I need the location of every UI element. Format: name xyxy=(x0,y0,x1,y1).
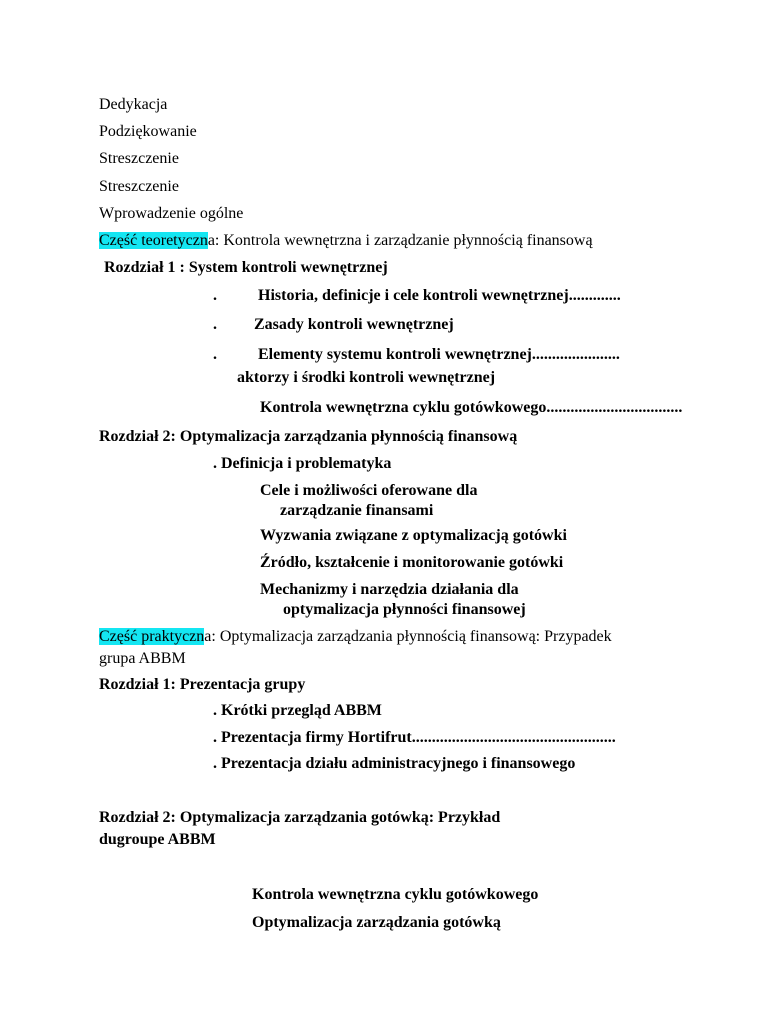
subsection-text: Źródło, kształcenie i monitorowanie gotówki xyxy=(260,554,564,571)
section-item-continuation: aktorzy i środki kontroli wewnętrznej xyxy=(237,369,496,386)
subsection-item xyxy=(252,886,538,904)
subsection-text: Cele i możliwości oferowane dla xyxy=(260,482,478,499)
section-item xyxy=(213,455,391,473)
section-item xyxy=(213,702,382,720)
toc-abstract: Streszczenie xyxy=(99,178,179,195)
subsection-text: Kontrola wewnętrzna cyklu gotówkowego xyxy=(252,886,539,903)
section-marker: . xyxy=(213,729,217,746)
highlighted-text: Część praktyczn xyxy=(99,628,205,645)
highlighted-text: Część teoretyczn xyxy=(99,232,208,249)
subsection-continuation: optymalizacja płynności finansowej xyxy=(283,601,526,618)
section-text: Definicja i problematyka xyxy=(221,455,392,472)
toc-dedication: Dedykacja xyxy=(99,96,168,113)
part-theoretical-heading xyxy=(99,232,593,250)
subsection-item xyxy=(252,914,501,932)
subsection-item xyxy=(260,482,477,500)
part-heading-text: a: Kontrola wewnętrzna i zarządzanie płynnością finansową xyxy=(207,232,593,249)
section-marker: . xyxy=(213,346,217,363)
section-text: Prezentacja firmy Hortifrut................................................... xyxy=(221,729,616,746)
section-item: Historia, definicje i cele kontroli wewnętrznej............. xyxy=(258,287,621,304)
section-text: Prezentacja działu administracyjnego i finansowego xyxy=(221,755,576,772)
subsection-item xyxy=(260,399,682,417)
subsection-continuation: zarządzanie finansami xyxy=(280,502,434,519)
section-item xyxy=(213,755,575,773)
chapter-title: Rozdział 2: Optymalizacja zarządzania płynnością finansową xyxy=(99,428,518,445)
part-practical-heading xyxy=(99,628,612,646)
part-heading-text: a: Optymalizacja zarządzania płynnością finansową: Przypadek xyxy=(204,628,612,645)
toc-acknowledgements: Podziękowanie xyxy=(99,123,197,140)
part-heading-continuation: grupa ABBM xyxy=(99,650,186,667)
section-item: Elementy systemu kontroli wewnętrznej...................... xyxy=(258,346,620,363)
section-item xyxy=(213,729,616,747)
section-marker: . xyxy=(213,287,217,304)
subsection-text: Mechanizmy i narzędzia działania dla xyxy=(260,581,519,598)
section-marker: . xyxy=(213,316,217,333)
chapter-title: Rozdział 2: Optymalizacja zarządzania gotówką: Przykład xyxy=(99,809,501,826)
subsection-item xyxy=(260,554,563,572)
toc-abstract: Streszczenie xyxy=(99,150,179,167)
chapter-title: Rozdział 1: Prezentacja grupy xyxy=(99,676,306,693)
toc-general-intro: Wprowadzenie ogólne xyxy=(99,205,244,222)
section-marker: . xyxy=(213,702,217,719)
chapter-title-continuation: dugroupe ABBM xyxy=(99,831,216,848)
section-marker: . xyxy=(213,455,217,472)
subsection-item xyxy=(260,581,519,599)
subsection-text: Optymalizacja zarządzania gotówką xyxy=(252,914,501,931)
section-marker: . xyxy=(213,755,217,772)
section-item: Zasady kontroli wewnętrznej xyxy=(254,316,454,333)
chapter-title: Rozdział 1 : System kontroli wewnętrznej xyxy=(104,259,388,276)
subsection-text: Kontrola wewnętrzna cyklu gotówkowego.................................. xyxy=(260,399,683,416)
section-text: Krótki przegląd ABBM xyxy=(221,702,382,719)
subsection-text: Wyzwania związane z optymalizacją gotówki xyxy=(260,527,567,544)
subsection-item xyxy=(260,527,567,545)
